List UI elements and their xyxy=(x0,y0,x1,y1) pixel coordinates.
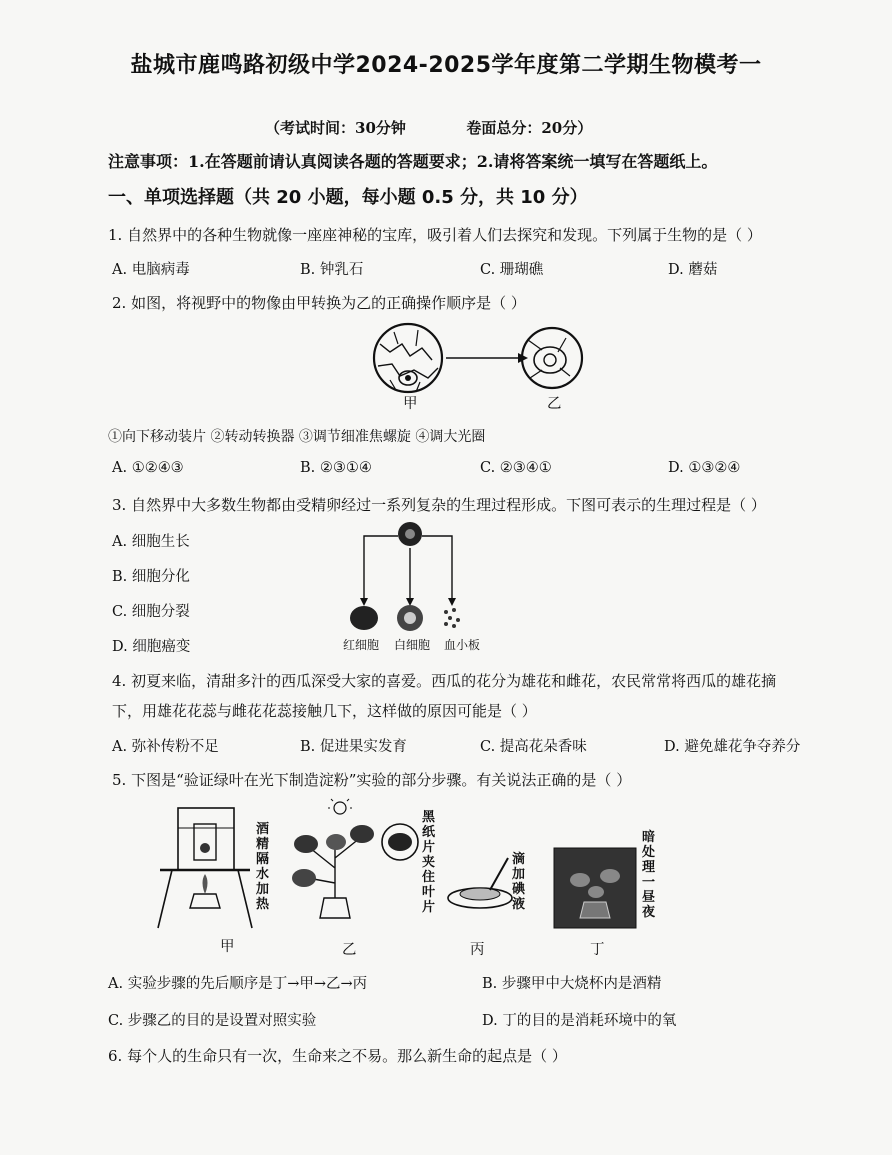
q4-stem-line1: 4. 初夏来临，清甜多汁的西瓜深受大家的喜爱。西瓜的花分为雄花和雌花，农民常常将西瓜的雄花摘 xyxy=(112,672,777,690)
q1-option-d: D. 蘑菇 xyxy=(668,262,718,278)
dark-treatment-box xyxy=(554,848,636,928)
q4-option-a: A. 弥补传粉不足 xyxy=(112,739,219,755)
label-platelet: 血小板 xyxy=(444,638,481,652)
exam-title: 盐城市鹿鸣路初级中学2024-2025学年度第二学期生物模考一 xyxy=(130,53,762,78)
q5-label-jia: 甲 xyxy=(220,939,235,955)
q5-label-bing: 丙 xyxy=(470,942,485,958)
q1-stem: 1. 自然界中的各种生物就像一座座神秘的宝库，吸引着人们去探究和发现。下列属于生物的是（ ） xyxy=(108,226,762,244)
exam-notice: 注意事项：1.在答题前请认真阅读各题的答题要求；2.请将答案统一填写在答题纸上。 xyxy=(108,152,718,171)
q2-option-c: C. ②③④① xyxy=(480,460,552,476)
q5-stem: 5. 下图是“验证绿叶在光下制造淀粉”实验的部分步骤。有关说法正确的是（ ） xyxy=(112,771,632,789)
q3-stem: 3. 自然界中大多数生物都由受精卵经过一系列复杂的生理过程形成。下图可表示的生理过程是（ ） xyxy=(112,496,766,514)
q2-stem: 2. 如图，将视野中的物像由甲转换为乙的正确操作顺序是（ ） xyxy=(112,294,526,312)
exam-meta xyxy=(265,117,592,138)
q5-option-c: C. 步骤乙的目的是设置对照实验 xyxy=(108,1013,317,1029)
label-red-cell: 红细胞 xyxy=(343,638,380,652)
q4-stem-line2: 下，用雄花花蕊与雌花花蕊接触几下，这样做的原因可能是（ ） xyxy=(112,702,537,720)
q5-option-b: B. 步骤甲中大烧杯内是酒精 xyxy=(482,976,662,992)
q3-option-a: A. 细胞生长 xyxy=(112,534,190,550)
field-of-view-jia xyxy=(374,324,442,392)
q2-option-b: B. ②③①④ xyxy=(300,460,372,476)
q3-option-d: D. 细胞癌变 xyxy=(112,639,191,655)
note-jia: 酒 精 隔 水 加 热 xyxy=(256,822,270,912)
exam-time: （考试时间：30分钟 xyxy=(265,119,406,137)
q4-option-c: C. 提高花朵香味 xyxy=(480,739,587,755)
q3-cell-figure xyxy=(330,518,500,636)
q1-option-a: A. 电脑病毒 xyxy=(112,262,190,278)
note-yi: 黑 纸 片 夹 住 叶 片 xyxy=(422,810,436,915)
sun-icon xyxy=(334,802,346,814)
q4-option-b: B. 促进果实发育 xyxy=(300,739,407,755)
q5-option-d: D. 丁的目的是消耗环境中的氧 xyxy=(482,1013,677,1029)
q3-option-c: C. 细胞分裂 xyxy=(112,604,190,620)
section-heading: 一、单项选择题（共 20 小题，每小题 0.5 分，共 10 分） xyxy=(108,187,588,208)
label-white-cell: 白细胞 xyxy=(394,638,431,652)
q2-steps: ①向下移动装片 ②转动转换器 ③调节细准焦螺旋 ④调大光圈 xyxy=(108,429,486,445)
q5-option-a: A. 实验步骤的先后顺序是丁→甲→乙→丙 xyxy=(108,976,368,992)
q1-option-c: C. 珊瑚礁 xyxy=(480,262,544,278)
q2-option-a: A. ①②④③ xyxy=(112,460,184,476)
q5-experiment-figure xyxy=(150,798,650,940)
field-of-view-yi xyxy=(522,328,582,388)
q1-option-b: B. 钟乳石 xyxy=(300,262,364,278)
plant-with-black-paper xyxy=(292,798,418,918)
q3-option-b: B. 细胞分化 xyxy=(112,569,190,585)
platelets xyxy=(444,608,460,628)
note-bing: 滴 加 碘 液 xyxy=(512,852,526,912)
q5-label-yi: 乙 xyxy=(342,942,357,958)
q2-label-jia: 甲 xyxy=(403,396,418,412)
exam-score: 卷面总分：20分） xyxy=(466,119,593,137)
q6-stem: 6. 每个人的生命只有一次，生命来之不易。那么新生命的起点是（ ） xyxy=(108,1047,567,1065)
red-blood-cell xyxy=(350,606,378,630)
water-bath-apparatus xyxy=(158,808,252,928)
q4-option-d: D. 避免雄花争夺养分 xyxy=(664,739,801,755)
note-ding: 暗 处 理 一 昼 夜 xyxy=(642,830,656,920)
q5-label-ding: 丁 xyxy=(590,942,605,958)
q2-option-d: D. ①③②④ xyxy=(668,460,741,476)
q2-label-yi: 乙 xyxy=(547,396,562,412)
petri-dish-iodine xyxy=(448,858,512,908)
